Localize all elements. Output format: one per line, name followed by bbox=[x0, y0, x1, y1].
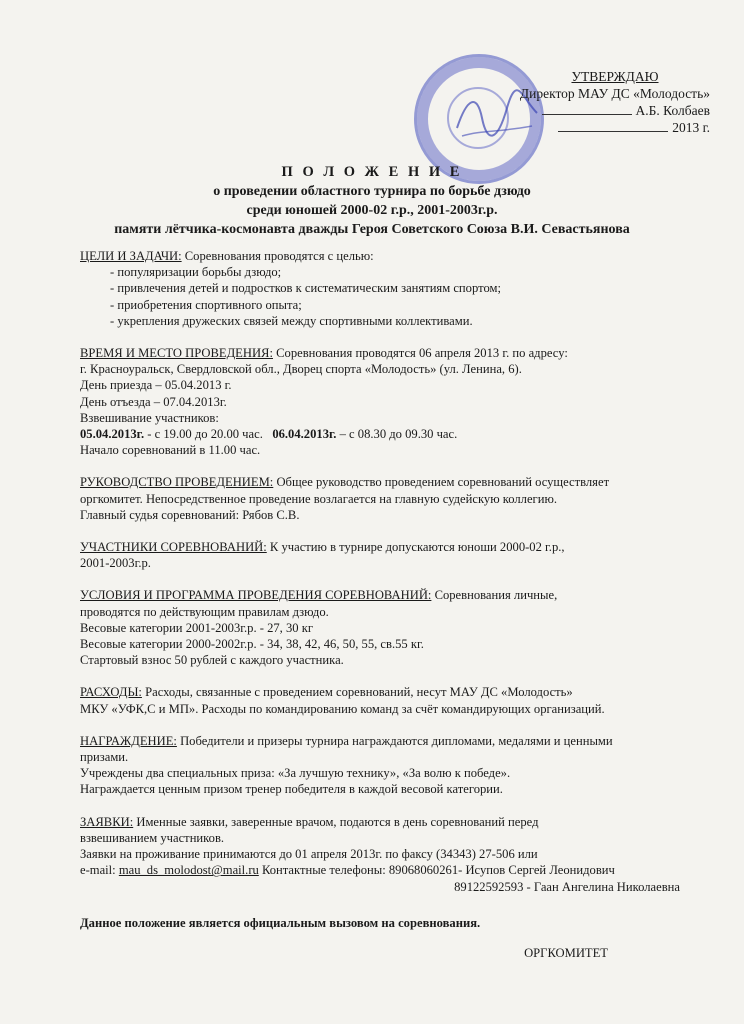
goal-item: - привлечения детей и подростков к систематическим занятиям спортом; bbox=[110, 281, 501, 296]
conditions-text-1: Соревнования личные, bbox=[434, 588, 558, 603]
weighing-times bbox=[80, 426, 680, 442]
participants-text-2: 2001-2003г.р. bbox=[80, 556, 151, 571]
organizing-committee: ОРГКОМИТЕТ bbox=[524, 945, 608, 960]
contacts-line bbox=[80, 862, 680, 878]
email-link[interactable]: mau_ds_molodost@mail.ru bbox=[118, 863, 259, 878]
approval-block bbox=[470, 68, 710, 136]
applications-heading: ЗАЯВКИ: bbox=[80, 814, 134, 829]
approval-name: А.Б. Колбаев bbox=[635, 103, 710, 118]
email-label: e-mail: bbox=[80, 863, 116, 878]
address: г. Красноуральск, Свердловской обл., Дворец спорта «Молодость» (ул. Ленина, 6). bbox=[80, 362, 522, 377]
awards-text-1: Победители и призеры турнира награждаются дипломами, медалями и ценными bbox=[180, 733, 613, 748]
expenses-text-1: Расходы, связанные с проведением соревнований, несут МАУ ДС «Молодость» bbox=[145, 685, 573, 700]
section-time-place bbox=[80, 345, 680, 458]
participants-heading: УЧАСТНИКИ СОРЕВНОВАНИЙ: bbox=[80, 540, 267, 555]
document-body bbox=[80, 248, 680, 961]
weighing-label: Взвешивание участников: bbox=[80, 410, 219, 425]
title-line-1: о проведении областного турнира по борьбе дзюдо bbox=[213, 184, 531, 199]
goal-item: - укрепления дружеских связей между спортивными коллективами. bbox=[110, 313, 473, 328]
applications-text-1: Именные заявки, заверенные врачом, подаются в день соревнований перед bbox=[136, 814, 539, 829]
departure-day: День отъезда – 07.04.2013г. bbox=[80, 394, 227, 409]
entry-fee: Стартовый взнос 50 рублей с каждого участника. bbox=[80, 653, 344, 668]
weighing-date-2: 06.04.2013г. bbox=[272, 427, 337, 442]
management-heading: РУКОВОДСТВО ПРОВЕДЕНИЕМ: bbox=[80, 475, 274, 490]
goal-item: - приобретения спортивного опыта; bbox=[110, 297, 302, 312]
weight-categories-1: Весовые категории 2001-2003г.р. - 27, 30 кг bbox=[80, 620, 314, 635]
goal-item: - популяризации борьбы дзюдо; bbox=[110, 265, 282, 280]
title-line-2: среди юношей 2000-02 г.р., 2001-2003г.р. bbox=[246, 203, 498, 218]
section-awards bbox=[80, 733, 680, 798]
arrival-day: День приезда – 05.04.2013 г. bbox=[80, 378, 232, 393]
participants-text-1: К участию в турнире допускаются юноши 2000-02 г.р., bbox=[269, 540, 565, 555]
approval-word: УТВЕРЖДАЮ bbox=[571, 69, 659, 84]
start-time: Начало соревнований в 11.00 час. bbox=[80, 443, 261, 458]
contacts-1: Контактные телефоны: 89068060261- Исупов Сергей Леонидович bbox=[261, 863, 615, 878]
weight-categories-2: Весовые категории 2000-2002г.р. - 34, 38, 42, 46, 50, 55, св.55 кг. bbox=[80, 637, 424, 652]
official-call-note: Данное положение является официальным вызовом на соревнования. bbox=[80, 915, 481, 930]
document-title: П О Л О Ж Е Н И Е bbox=[281, 164, 463, 180]
applications-text-2: взвешиванием участников. bbox=[80, 830, 225, 845]
section-management bbox=[80, 474, 680, 523]
section-goals bbox=[80, 248, 680, 329]
management-text-2: оргкомитет. Непосредственное проведение возлагается на главную судейскую коллегию. bbox=[80, 491, 558, 506]
goals-heading: ЦЕЛИ И ЗАДАЧИ: bbox=[80, 249, 182, 263]
weighing-time-2: – с 08.30 до 09.30 час. bbox=[339, 427, 458, 442]
expenses-heading: РАСХОДЫ: bbox=[80, 685, 142, 700]
conditions-text-2: проводятся по действующим правилам дзюдо. bbox=[80, 604, 329, 619]
section-applications bbox=[80, 814, 680, 895]
weighing-date-1: 05.04.2013г. bbox=[80, 427, 145, 442]
weighing-time-1: - с 19.00 до 20.00 час. bbox=[147, 427, 263, 442]
awards-text-3: Учреждены два специальных приза: «За лучшую технику», «За волю к победе». bbox=[80, 766, 511, 781]
awards-text-4: Награждается ценным призом тренер победителя в каждой весовой категории. bbox=[80, 782, 503, 797]
awards-heading: НАГРАЖДЕНИЕ: bbox=[80, 733, 177, 748]
section-expenses bbox=[80, 684, 680, 716]
time-place-heading: ВРЕМЯ И МЕСТО ПРОВЕДЕНИЯ: bbox=[80, 346, 273, 361]
expenses-text-2: МКУ «УФК,С и МП». Расходы по командированию команд за счёт командирующих организаций. bbox=[80, 701, 605, 716]
title-line-3: памяти лётчика-космонавта дважды Героя Советского Союза В.И. Севастьянова bbox=[114, 222, 630, 237]
applications-text-3: Заявки на проживание принимаются до 01 апреля 2013г. по факсу (34343) 27-506 или bbox=[80, 847, 538, 862]
chief-judge: Главный судья соревнований: Рябов С.В. bbox=[80, 507, 300, 522]
section-conditions bbox=[80, 587, 680, 668]
section-participants bbox=[80, 539, 680, 571]
contacts-2: 89122592593 - Гаан Ангелина Николаевна bbox=[454, 879, 680, 894]
approval-year: 2013 г. bbox=[672, 120, 710, 135]
goals-intro: Соревнования проводятся с целью: bbox=[184, 249, 374, 263]
conditions-heading: УСЛОВИЯ И ПРОГРАММА ПРОВЕДЕНИЯ СОРЕВНОВАНИЙ: bbox=[80, 588, 432, 603]
approval-position: Директор МАУ ДС «Молодость» bbox=[519, 86, 710, 101]
awards-text-2: призами. bbox=[80, 750, 129, 765]
management-text-1: Общее руководство проведением соревнований осуществляет bbox=[276, 475, 610, 490]
time-place-intro: Соревнования проводятся 06 апреля 2013 г. по адресу: bbox=[276, 346, 568, 361]
